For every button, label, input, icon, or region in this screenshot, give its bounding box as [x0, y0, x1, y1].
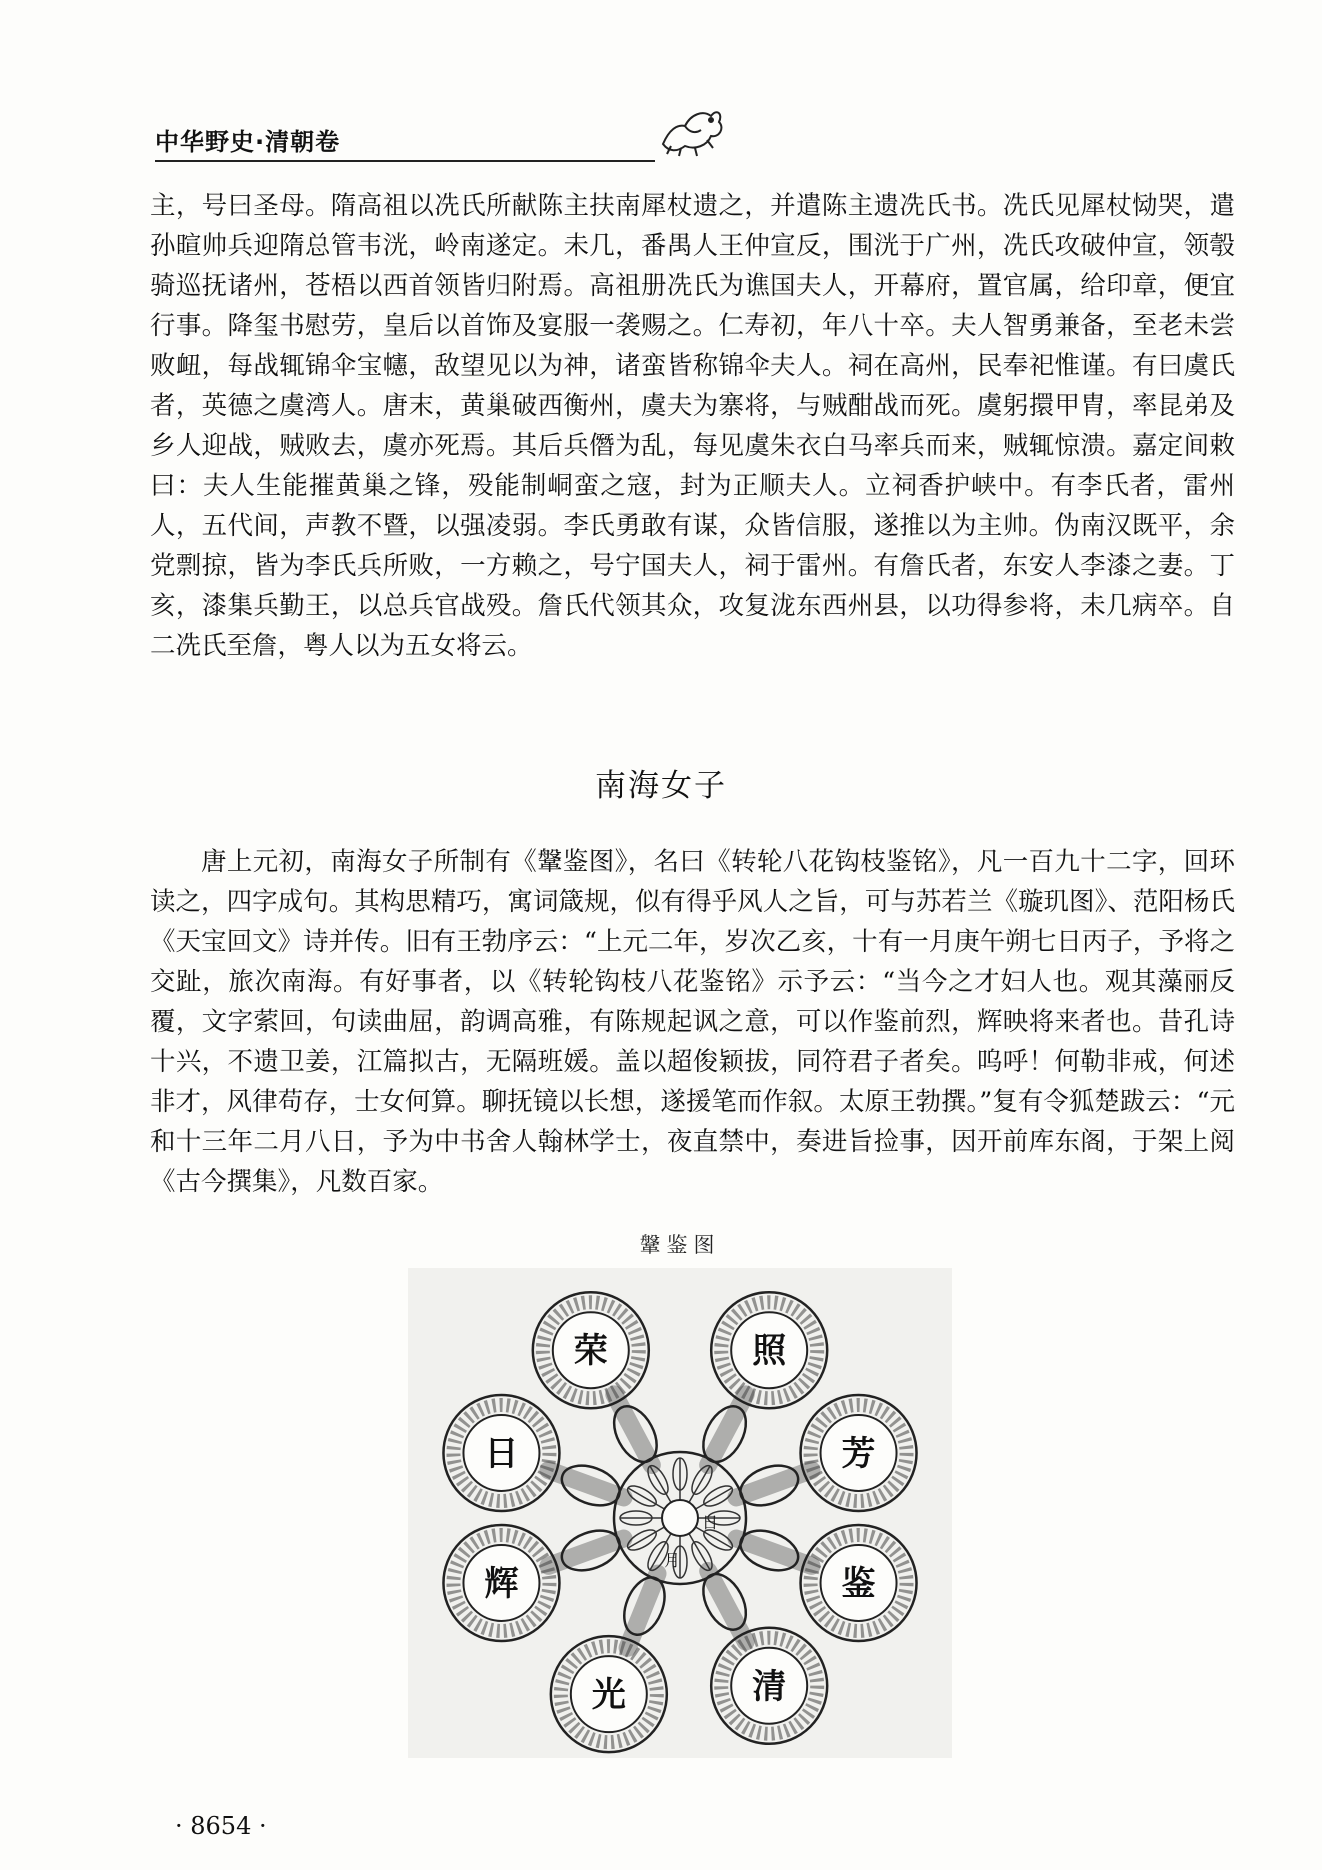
petal-character: 照: [752, 1331, 787, 1372]
figure-caption: 鞶鉴图: [639, 1233, 721, 1257]
center-disc: [662, 1500, 698, 1536]
paragraph-1: 主，号曰圣母。隋高祖以冼氏所献陈主扶南犀杖遗之，并遣陈主遗冼氏书。冼氏见犀杖恸哭，遣孙暄帅兵迎隋总管韦洸，岭南遂定。未几，番禺人王仲宣反，围洸于广州，冼氏攻破仲宣，领彀骑巡抚诸州，苍梧以西首领皆归附焉。高祖册冼氏为谯国夫人，开幕府，置官属，给印章，便宜行事。降玺书慰劳，皇后以首饰及宴服一袭赐之。仁寿初，年八十卒。夫人智勇兼备，至老未尝败衄，每战辄锦伞宝幰，敌望见以为神，诸蛮皆称锦伞夫人。祠在高州，民奉祀惟谨。有曰虞氏者，英德之虞湾人。唐末，黄巢破西衡州，虞夫为寨将，与贼酣战而死。虞躬擐甲胄，率昆弟及乡人迎战，贼败去，虞亦死焉。其后兵僭为乱，每见虞朱衣白马率兵而来，贼辄惊溃。嘉定间敕曰：夫人生能摧黄巢之锋，殁能制峒蛮之寇，封为正顺夫人。立祠香护峡中。有李氏者，雷州人，五代间，声教不暨，以强凌弱。李氏勇敢有谋，众皆信服，遂推以为主帅。伪南汉既平，余党剽掠，皆为李氏兵所败，一方赖之，号宁国夫人，祠于雷州。有詹氏者，东安人李漆之妻。丁亥，漆集兵勤王，以总兵官战殁。詹氏代领其众，攻复泷东西州县，以功得参将，未几病卒。自二冼氏至詹，粤人以为五女将云。: [150, 191, 1235, 661]
petal-character: 光: [591, 1675, 626, 1716]
paragraph-2: 唐上元初，南海女子所制有《鞶鉴图》，名曰《转轮八花钩枝鉴铭》，凡一百九十二字，回环读之，四字成句。其构思精巧，寓词箴规，似有得乎风人之旨，可与苏若兰《璇玑图》、范阳杨氏《天宝回文》诗并传。旧有王勃序云：“上元二年，岁次乙亥，十有一月庚午朔七日丙子，予将之交趾，旅次南海。有好事者，以《转轮钩枝八花鉴铭》示予云：“当今之才妇人也。观其藻丽反覆，文字萦回，句读曲屈，韵调高雅，有陈规起讽之意，可以作鉴前烈，辉映将来者也。昔孔诗十兴，不遗卫姜，江篇拟古，无隔班媛。盖以超俊颖拔，同符君子者矣。呜呼！何勒非戒，何述非才，风律苟存，士女何算。聊抚镜以长想，遂援笔而作叙。太原王勃撰。”复有令狐楚跋云：“元和十三年二月八日，予为中书舍人翰林学士，夜直禁中，奏进旨捡事，因开前库东阁，于架上阅《古今撰集》，凡数百家。: [150, 847, 1235, 1197]
dragon-logo-icon: [655, 94, 727, 160]
header-title: 中华野史·清朝卷: [155, 128, 341, 156]
petal-character: 辉: [484, 1563, 519, 1604]
page-number: · 8654 ·: [175, 1812, 267, 1840]
center-character: 日: [701, 1513, 719, 1532]
petal-character: 鉴: [841, 1563, 876, 1604]
running-header: [155, 118, 1235, 164]
header-rule: [155, 160, 655, 162]
section-title: 南海女子: [595, 768, 727, 804]
panjian-diagram: [400, 1218, 960, 1763]
petal-character: 日: [484, 1434, 519, 1475]
petal-character: 芳: [841, 1434, 876, 1475]
center-character: 月: [663, 1551, 681, 1570]
petal-character: 清: [752, 1666, 787, 1707]
petal-character: 荣: [573, 1331, 608, 1372]
